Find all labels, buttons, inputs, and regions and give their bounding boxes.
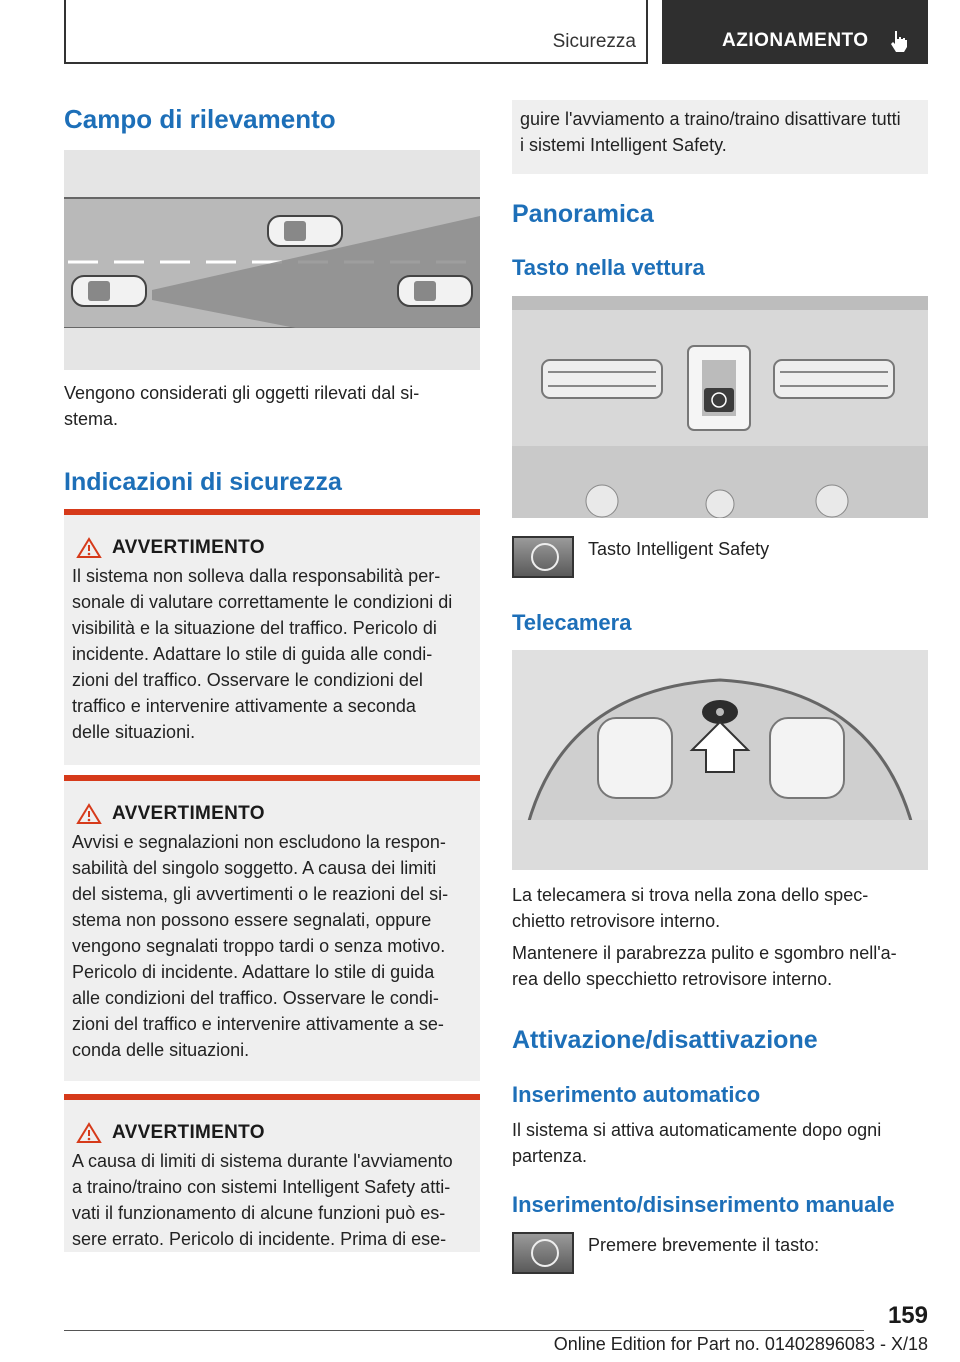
warning-line: Avvisi e segnalazioni non escludono la respon- [72, 832, 446, 852]
page-number: 159 [887, 1302, 928, 1329]
warning-triangle-icon [76, 537, 102, 559]
warning-title: AVVERTIMENTO [112, 537, 265, 558]
text-line: La telecamera si trova nella zona dello spec- [512, 885, 869, 905]
dashboard-illustration [512, 296, 928, 518]
warning-line: stema non possono essere segnalati, oppure [72, 910, 432, 930]
text-line: Mantenere il parabrezza pulito e sgombro nell'a- [512, 943, 897, 963]
camera-paragraph-2 [512, 940, 928, 992]
warning-line: traffico e intervenire attivamente a seconda [72, 696, 416, 716]
button-heading: Tasto nella vettura [512, 255, 705, 280]
windshield-illustration [512, 650, 928, 870]
detection-caption-line2: stema. [64, 409, 119, 429]
text-line: chietto retrovisore interno. [512, 911, 721, 931]
text-line: partenza. [512, 1146, 588, 1166]
warning-triangle-icon [76, 803, 102, 825]
warning-continuation-text [520, 106, 920, 158]
warning-line: zioni del traffico. Osservare le condizioni del [72, 670, 423, 690]
auto-paragraph [512, 1117, 928, 1169]
camera-location-figure [512, 650, 928, 870]
warning-line: sabilità del singolo soggetto. A causa dei limiti [72, 858, 437, 878]
warning-line: vati il funzionamento di alcune funzioni può es- [72, 1203, 446, 1223]
warning-box-3 [64, 1094, 480, 1252]
intelligent-safety-button-icon [512, 1232, 574, 1274]
text-line: Il sistema si attiva automaticamente dopo ogni [512, 1120, 882, 1140]
manual-heading: Inserimento/disinserimento manuale [512, 1192, 895, 1217]
activation-heading: Attivazione/disattivazione [512, 1026, 818, 1054]
edition-note: Online Edition for Part no. 01402896083 - X/18 [553, 1334, 928, 1354]
page-title: Campo di rilevamento [64, 104, 336, 134]
manual-text: Premere brevemente il tasto: [588, 1235, 820, 1255]
button-label: Tasto Intelligent Safety [588, 539, 770, 559]
detection-range-illustration [64, 150, 480, 370]
warning-line: del sistema, gli avvertimenti o le reazioni del si- [72, 884, 449, 904]
warning-continuation [512, 100, 928, 174]
warning-line: Il sistema non solleva dalla responsabilità per- [72, 566, 441, 586]
warning-line: i sistemi Intelligent Safety. [520, 135, 727, 155]
header-chapter-label: AZIONAMENTO [722, 30, 869, 51]
hand-pointer-icon [886, 28, 912, 54]
warning-title: AVVERTIMENTO [112, 1122, 265, 1143]
warning-text [72, 1148, 472, 1252]
warning-line: sonale di valutare correttamente le condizioni di [72, 592, 453, 612]
warning-line: zioni del traffico e intervenire attivamente a se- [72, 1014, 444, 1034]
warning-line: sere errato. Pericolo di incidente. Prima di ese- [72, 1229, 447, 1249]
warning-line: Pericolo di incidente. Adattare lo stile di guida [72, 962, 435, 982]
header-section-label: Sicurezza [552, 31, 636, 52]
warning-line: incidente. Adattare lo stile di guida alle condi- [72, 644, 433, 664]
warning-text [72, 829, 472, 1063]
warning-line: a traino/traino con sistemi Intelligent Safety atti- [72, 1177, 451, 1197]
warning-line: delle situazioni. [72, 722, 196, 742]
overview-heading: Panoramica [512, 200, 654, 228]
warning-line: A causa di limiti di sistema durante l'avviamento [72, 1151, 453, 1171]
auto-heading: Inserimento automatico [512, 1082, 761, 1107]
warning-line: conda delle situazioni. [72, 1040, 250, 1060]
safety-heading: Indicazioni di sicurezza [64, 468, 342, 496]
intelligent-safety-button-icon [512, 536, 574, 578]
warning-box-2 [64, 775, 480, 1081]
button-location-figure [512, 296, 928, 518]
warning-box-1 [64, 509, 480, 765]
warning-title: AVVERTIMENTO [112, 803, 265, 824]
detection-caption [64, 380, 480, 432]
detection-caption-line1: Vengono considerati gli oggetti rilevati dal si- [64, 383, 420, 403]
warning-triangle-icon [76, 1122, 102, 1144]
detection-range-figure [64, 150, 480, 370]
warning-line: visibilità e la situazione del traffico. Pericolo di [72, 618, 437, 638]
warning-text [72, 563, 472, 745]
camera-heading: Telecamera [512, 610, 632, 635]
warning-line: guire l'avviamento a traino/traino disattivare tutti [520, 109, 901, 129]
footer-divider [64, 1330, 864, 1331]
camera-paragraph-1 [512, 882, 928, 934]
warning-line: alle condizioni del traffico. Osservare le condi- [72, 988, 439, 1008]
header-chapter-tab [662, 0, 928, 64]
warning-line: vengono segnalati troppo tardi o senza motivo. [72, 936, 446, 956]
text-line: rea dello specchietto retrovisore interno. [512, 969, 833, 989]
